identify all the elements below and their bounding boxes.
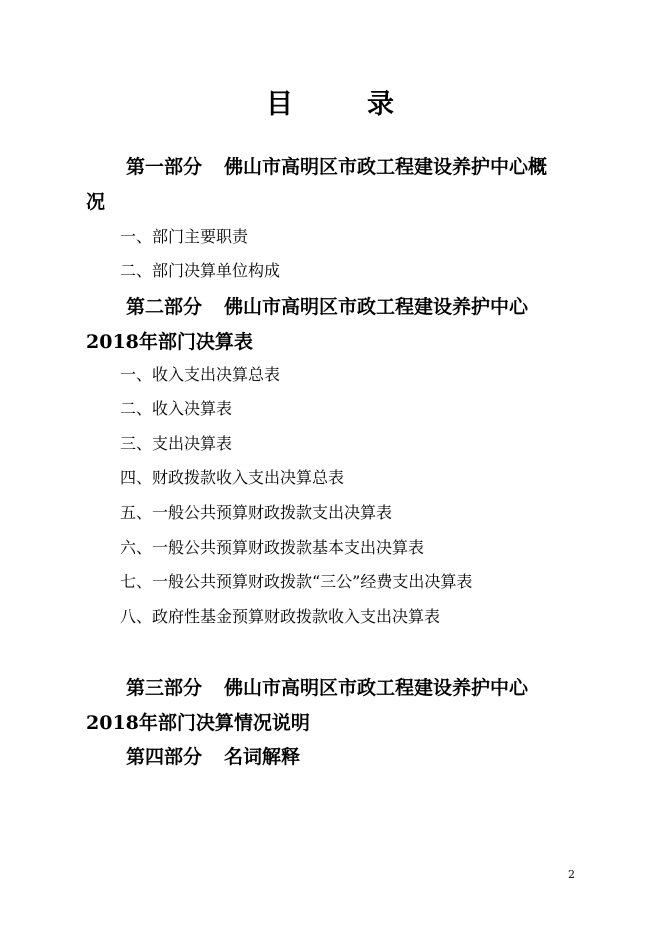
section-4-heading [86,740,586,775]
toc-item: 二、收入决算表 [120,399,233,418]
section-2-heading [86,290,586,360]
section-2-part: 第二部分 [126,296,203,318]
section-4-part: 第四部分 [126,746,203,768]
page-number: 2 [568,868,575,881]
section-3-title-line2: 2018年部门决算情况说明 [86,712,310,734]
section-1-heading [86,150,586,220]
toc-item: 二、部门决算单位构成 [120,261,281,280]
section-3-part: 第三部分 [126,677,203,699]
toc-item: 七、一般公共预算财政拨款“三公”经费支出决算表 [120,572,473,591]
section-3-heading [86,671,586,741]
toc-item: 四、财政拨款收入支出决算总表 [120,468,345,487]
toc-item: 一、收入支出决算总表 [120,365,281,384]
toc-title [0,82,662,121]
toc-item: 三、支出决算表 [120,434,233,453]
section-1-title-line1: 佛山市高明区市政工程建设养护中心概 [224,156,548,178]
toc-item: 八、政府性基金预算财政拨款收入支出决算表 [120,607,441,626]
toc-item: 一、部门主要职责 [120,227,249,246]
toc-title-part1: 目 [266,89,295,120]
section-4-title-line1: 名词解释 [224,746,301,768]
section-1-part: 第一部分 [126,156,203,178]
toc-title-part2: 录 [367,89,396,120]
section-2-title-line2: 2018年部门决算表 [86,331,253,353]
toc-item: 五、一般公共预算财政拨款支出决算表 [120,503,393,522]
section-3-title-line1: 佛山市高明区市政工程建设养护中心 [224,677,529,699]
section-1-title-line2: 况 [86,191,106,213]
section-2-title-line1: 佛山市高明区市政工程建设养护中心 [224,296,529,318]
toc-item: 六、一般公共预算财政拨款基本支出决算表 [120,538,425,557]
